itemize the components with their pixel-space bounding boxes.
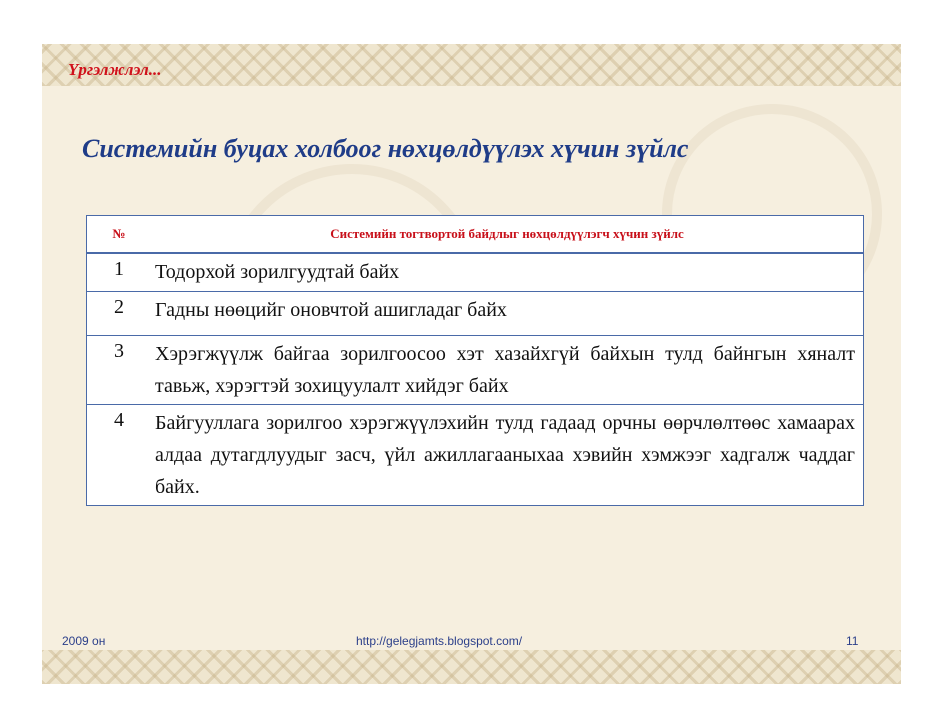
column-header-number: № bbox=[87, 216, 152, 254]
factors-table bbox=[86, 215, 864, 506]
footer-url[interactable]: http://gelegjamts.blogspot.com/ bbox=[356, 634, 523, 648]
slide-title: Системийн буцах холбоог нөхцөлдүүлэх хүчин зүйлс bbox=[82, 134, 689, 163]
row-text: Тодорхой зорилгуудтай байх bbox=[151, 253, 864, 292]
table-header-row bbox=[87, 216, 864, 254]
row-number: 2 bbox=[87, 292, 152, 336]
table-row bbox=[87, 336, 864, 405]
table-row bbox=[87, 405, 864, 506]
table-row bbox=[87, 253, 864, 292]
row-number: 1 bbox=[87, 253, 152, 292]
table-row bbox=[87, 292, 864, 336]
row-text: Хэрэгжүүлж байгаа зорилгоосоо хэт хазайхгүй байхын тулд байнгын хяналт тавьж, хэрэгтэй зохицуулалт хийдэг байх bbox=[151, 336, 864, 405]
column-header-factors: Системийн тогтвортой байдлыг нөхцөлдүүлэгч хүчин зүйлс bbox=[151, 216, 864, 254]
row-text: Гадны нөөцийг оновчтой ашигладаг байх bbox=[151, 292, 864, 336]
slide-subtitle: Үргэлжлэл... bbox=[68, 60, 162, 79]
footer-year: 2009 он bbox=[62, 634, 106, 648]
page-number: 11 bbox=[846, 634, 859, 648]
top-ornament-band bbox=[42, 44, 901, 86]
row-number: 3 bbox=[87, 336, 152, 405]
bottom-ornament-band bbox=[42, 650, 901, 684]
row-number: 4 bbox=[87, 405, 152, 506]
slide bbox=[42, 44, 901, 684]
row-text: Байгууллага зорилгоо хэрэгжүүлэхийн тулд гадаад орчны өөрчлөлтөөс хамаарах алдаа дутагдлуудыг засч, үйл ажиллагааныхаа хэвийн хэмжээг хадгалж чаддаг байх. bbox=[151, 405, 864, 506]
